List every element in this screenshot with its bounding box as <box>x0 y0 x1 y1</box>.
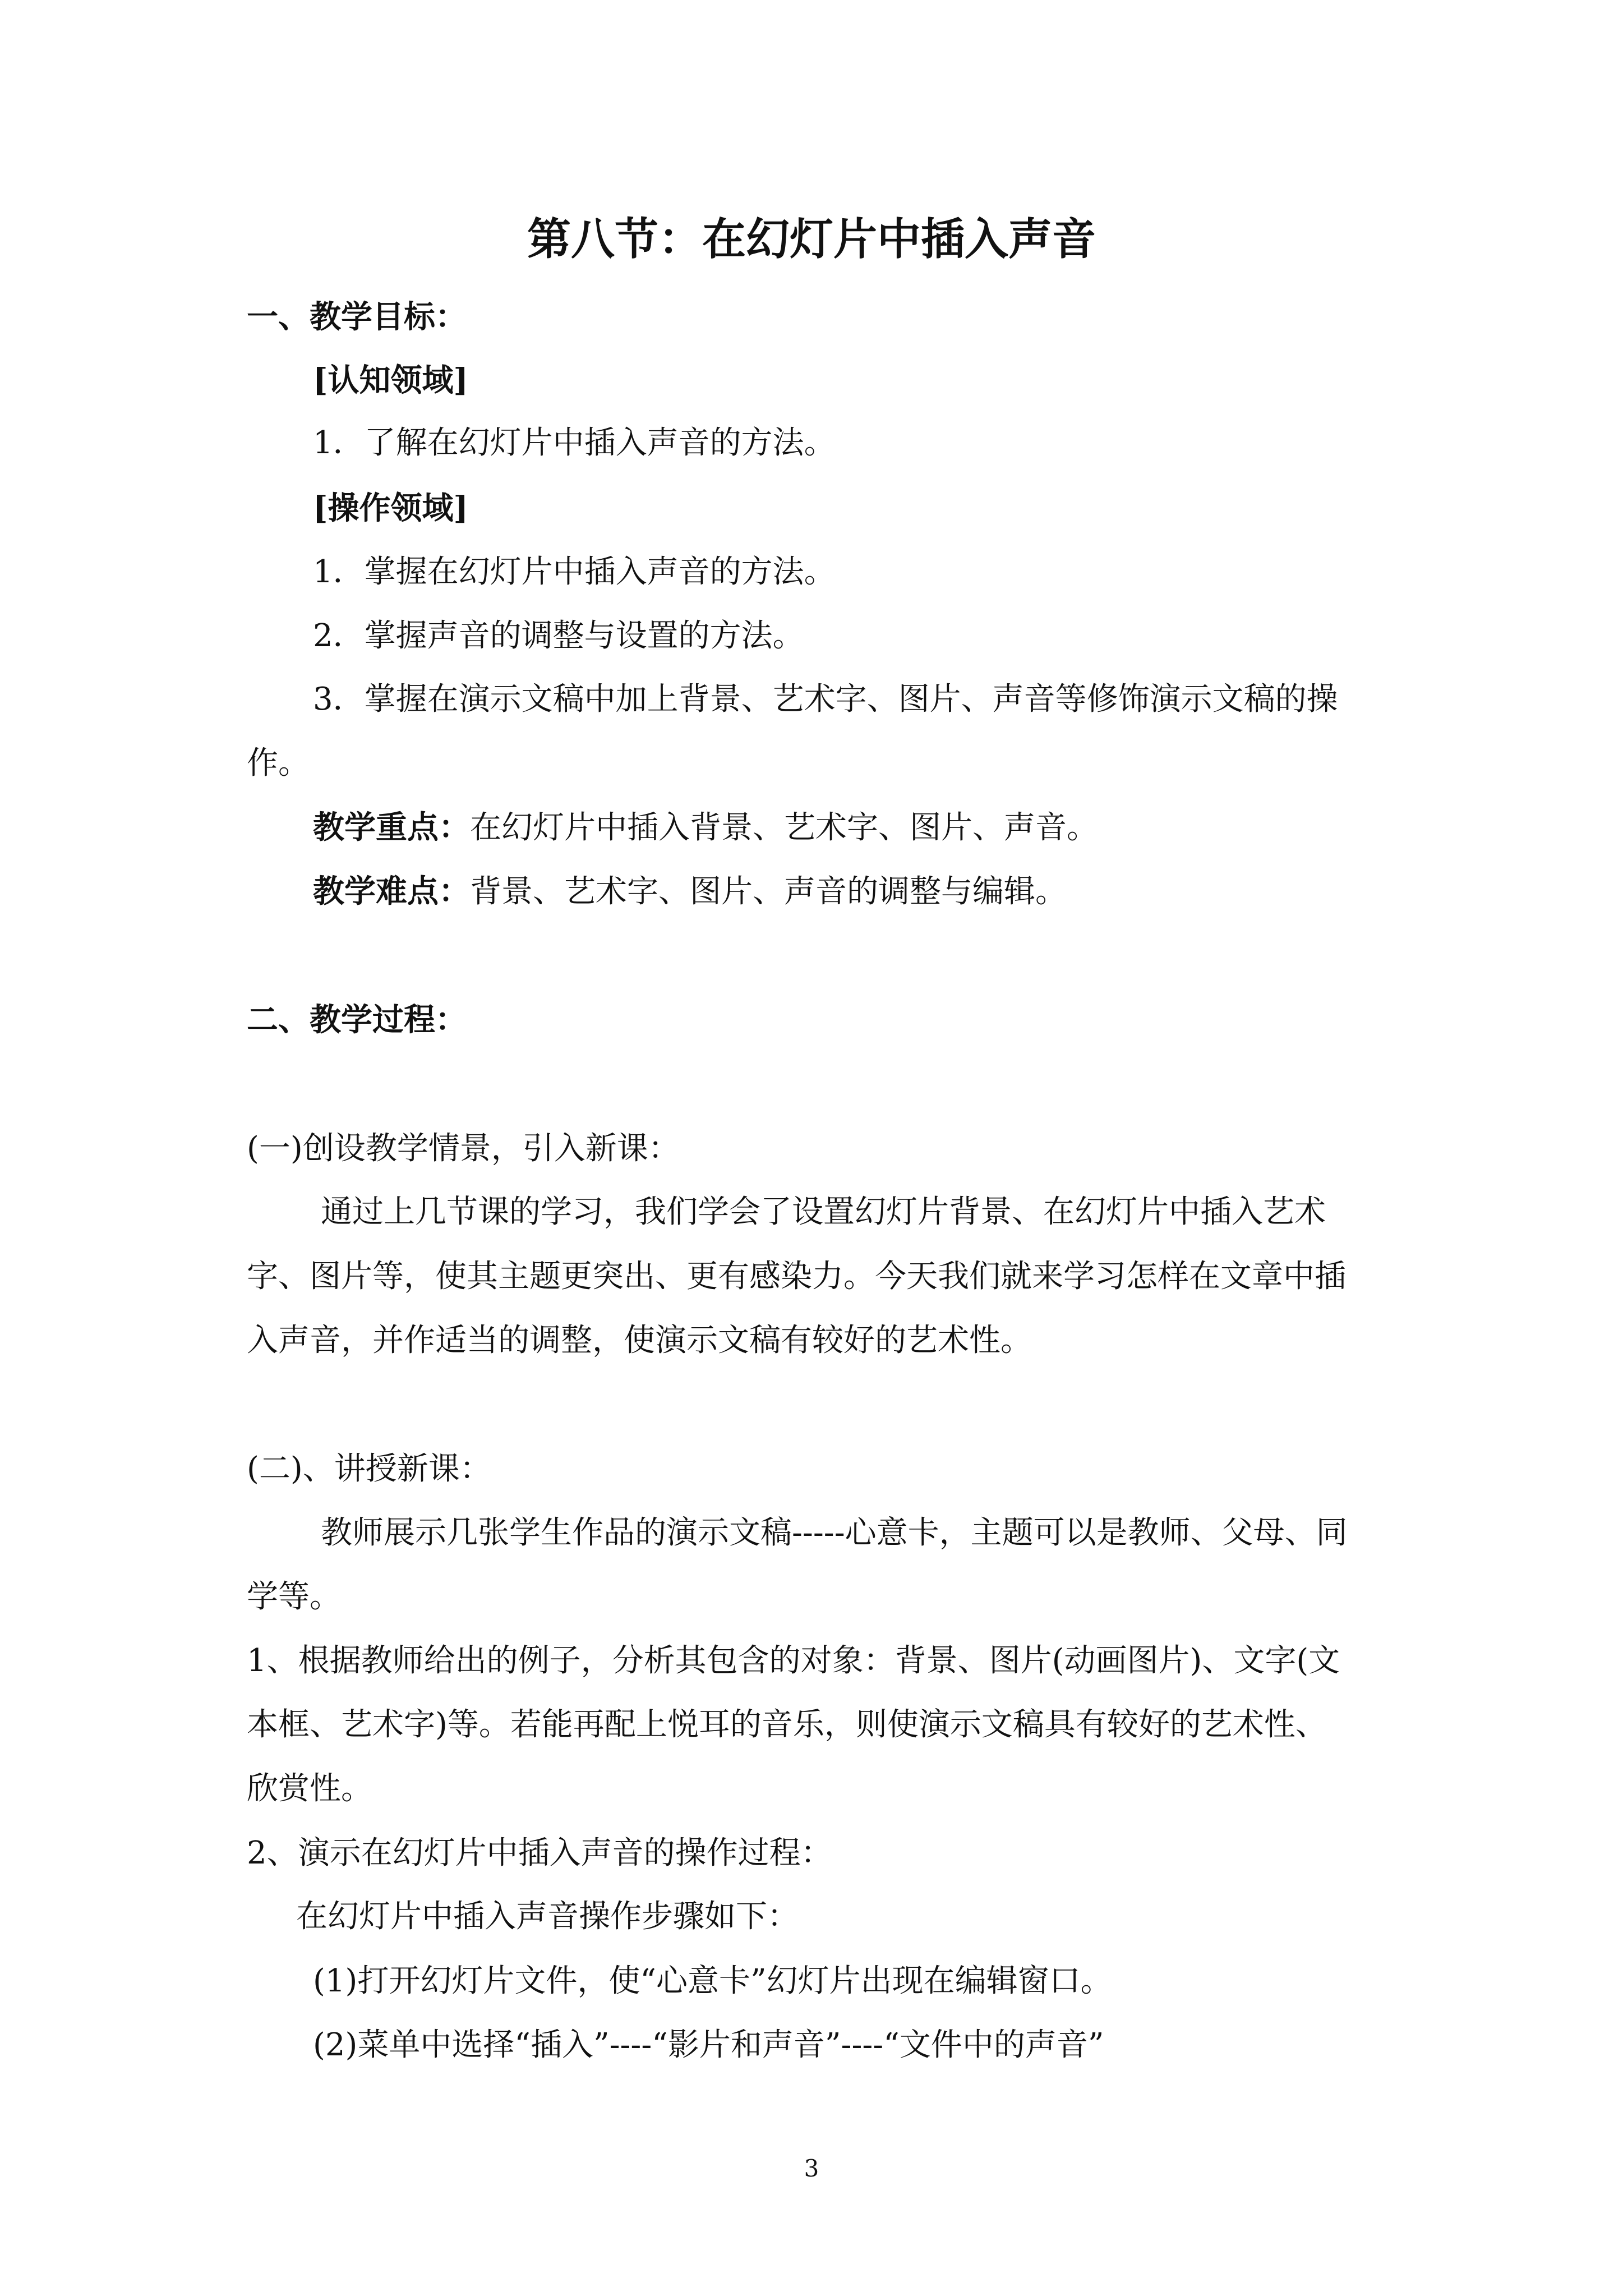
part1-paragraph-line-3: 入声音，并作适当的调整，使演示文稿有较好的艺术性。 <box>247 1322 1032 1359</box>
part2-paragraph-line-2: 学等。 <box>247 1579 341 1615</box>
page-title: 第八节：在幻灯片中插入声音 <box>527 214 1096 265</box>
part2-heading: (二)、讲授新课： <box>247 1451 491 1487</box>
item-2-heading: 2、演示在幻灯片中插入声音的操作过程： <box>247 1835 832 1871</box>
item-1-line-2: 本框、艺术字)等。若能再配上悦耳的音乐，则使演示文稿具有较好的艺术性、 <box>247 1706 1327 1743</box>
page-number: 3 <box>804 2155 819 2182</box>
section2-heading: 二、教学过程： <box>247 1001 467 1038</box>
key-point-text: 在幻灯片中插入背景、艺术字、图片、声音。 <box>470 809 1098 846</box>
operation-heading: [操作领域] <box>313 490 468 527</box>
step-2: (2)菜单中选择“插入”----“影片和声音”----“文件中的声音” <box>313 2027 1104 2063</box>
cognitive-heading: [认知领域] <box>313 362 468 399</box>
item-1-line-3: 欣赏性。 <box>247 1770 372 1807</box>
key-point-label: 教学重点： <box>313 809 470 846</box>
operation-item-2: 2．掌握声音的调整与设置的方法。 <box>313 618 804 654</box>
operation-item-3-line-2: 作。 <box>247 745 310 781</box>
operation-item-3-line-1: 3．掌握在演示文稿中加上背景、艺术字、图片、声音等修饰演示文稿的操 <box>313 681 1338 717</box>
step-1: (1)打开幻灯片文件，使“心意卡”幻灯片出现在编辑窗口。 <box>313 1963 1112 1999</box>
difficult-point-text: 背景、艺术字、图片、声音的调整与编辑。 <box>470 873 1067 910</box>
section1-heading: 一、教学目标： <box>247 298 467 335</box>
part1-paragraph-line-2: 字、图片等，使其主题更突出、更有感染力。今天我们就来学习怎样在文章中插 <box>247 1258 1346 1295</box>
item-1-line-1: 1、根据教师给出的例子，分析其包含的对象：背景、图片(动画图片)、文字(文 <box>247 1642 1340 1679</box>
part1-heading: (一)创设教学情景，引入新课： <box>247 1130 680 1167</box>
steps-intro: 在幻灯片中插入声音操作步骤如下： <box>296 1898 799 1935</box>
difficult-point-label: 教学难点： <box>313 873 470 910</box>
part2-paragraph-line-1: 教师展示几张学生作品的演示文稿-----心意卡，主题可以是教师、父母、同 <box>321 1515 1348 1551</box>
cognitive-item-1: 1．了解在幻灯片中插入声音的方法。 <box>313 425 836 461</box>
part1-paragraph-line-1: 通过上几节课的学习，我们学会了设置幻灯片背景、在幻灯片中插入艺术 <box>321 1194 1326 1230</box>
difficult-point <box>313 869 1457 914</box>
key-point <box>313 805 1457 850</box>
operation-item-1: 1．掌握在幻灯片中插入声音的方法。 <box>313 554 836 590</box>
